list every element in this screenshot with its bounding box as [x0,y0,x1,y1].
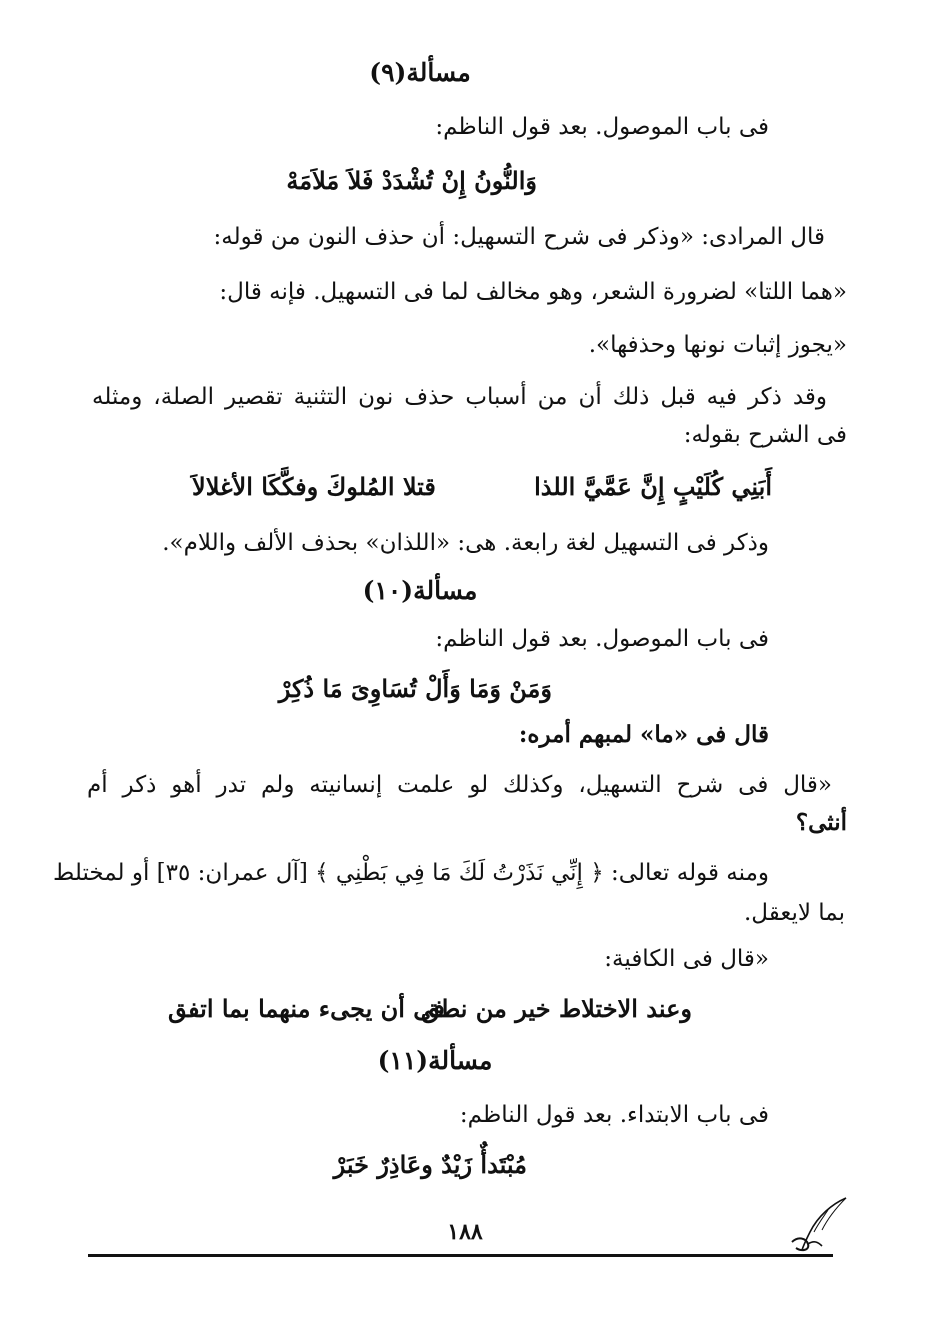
question-heading-11: مسألة(١١) [377,1046,493,1075]
verse-line: وَمَنْ وَمَا وَأَلْ تُسَاوِىَ مَا ذُكِرْ [278,674,552,703]
text-line: «يجوز إثبات نونها وحذفها». [588,332,847,358]
quill-icon [788,1196,848,1254]
text-line: قال فى «ما» لمبهم أمره: [518,721,769,748]
page-number: ١٨٨ [447,1219,483,1245]
verse-first-hemistich: وعند الاختلاط خير من نطق [421,994,692,1023]
text-line: «هما اللتا» لضرورة الشعر، وهو مخالف لما فى التسهيل. فإنه قال: [219,279,847,305]
text-line: وذكر فى التسهيل لغة رابعة. هى: «اللذان» بحذف الألف واللام». [162,530,769,556]
text-line: «قال فى الكافية: [604,946,769,972]
question-heading-10: مسألة(١٠) [362,576,478,605]
text-line: وقد ذكر فيه قبل ذلك أن من أسباب حذف نون التثنية تقصير الصلة، ومثله [92,384,827,410]
text-line: فى باب الموصول. بعد قول الناظم: [435,626,769,652]
text-line: بما لايعقل. [744,900,845,926]
text-line: أنثى؟ [795,809,847,836]
verse-line: وَالنُّونُ إِنْ تُشْدَدْ فَلاَ مَلاَمَهْ [286,166,537,195]
footer-divider [88,1254,833,1257]
text-line: فى باب الموصول. بعد قول الناظم: [435,114,769,140]
text-line: قال المرادى: «وذكر فى شرح التسهيل: أن حذف النون من قوله: [213,224,825,250]
text-line: «قال فى شرح التسهيل، وكذلك لو علمت إنسانيته ولم تدر أهو ذكر أم [87,772,832,798]
text-line: ومنه قوله تعالى: ﴿ إِنِّي نَذَرْتُ لَكَ مَا فِي بَطْنِي ﴾ [آل عمران: ٣٥] أو لمختلط [53,860,769,886]
verse-line: مُبْتَدأٌ زَيْدٌ وعَاذِرٌ خَبَرْ [333,1150,527,1179]
verse-first-hemistich: أَبَنِي كُلَيْبٍ إِنَّ عَمَّيَّ اللذا [534,472,772,501]
text-line: فى باب الابتداء. بعد قول الناظم: [459,1102,769,1128]
verse-second-hemistich: فى أن يجىء منهما بما اتفق [168,994,445,1023]
question-heading-9: مسألة(٩) [369,58,471,87]
text-line: فى الشرح بقوله: [683,422,847,448]
verse-second-hemistich: قتلا المُلوكَ وفكَّكَا الأغلالاَ [192,472,436,501]
